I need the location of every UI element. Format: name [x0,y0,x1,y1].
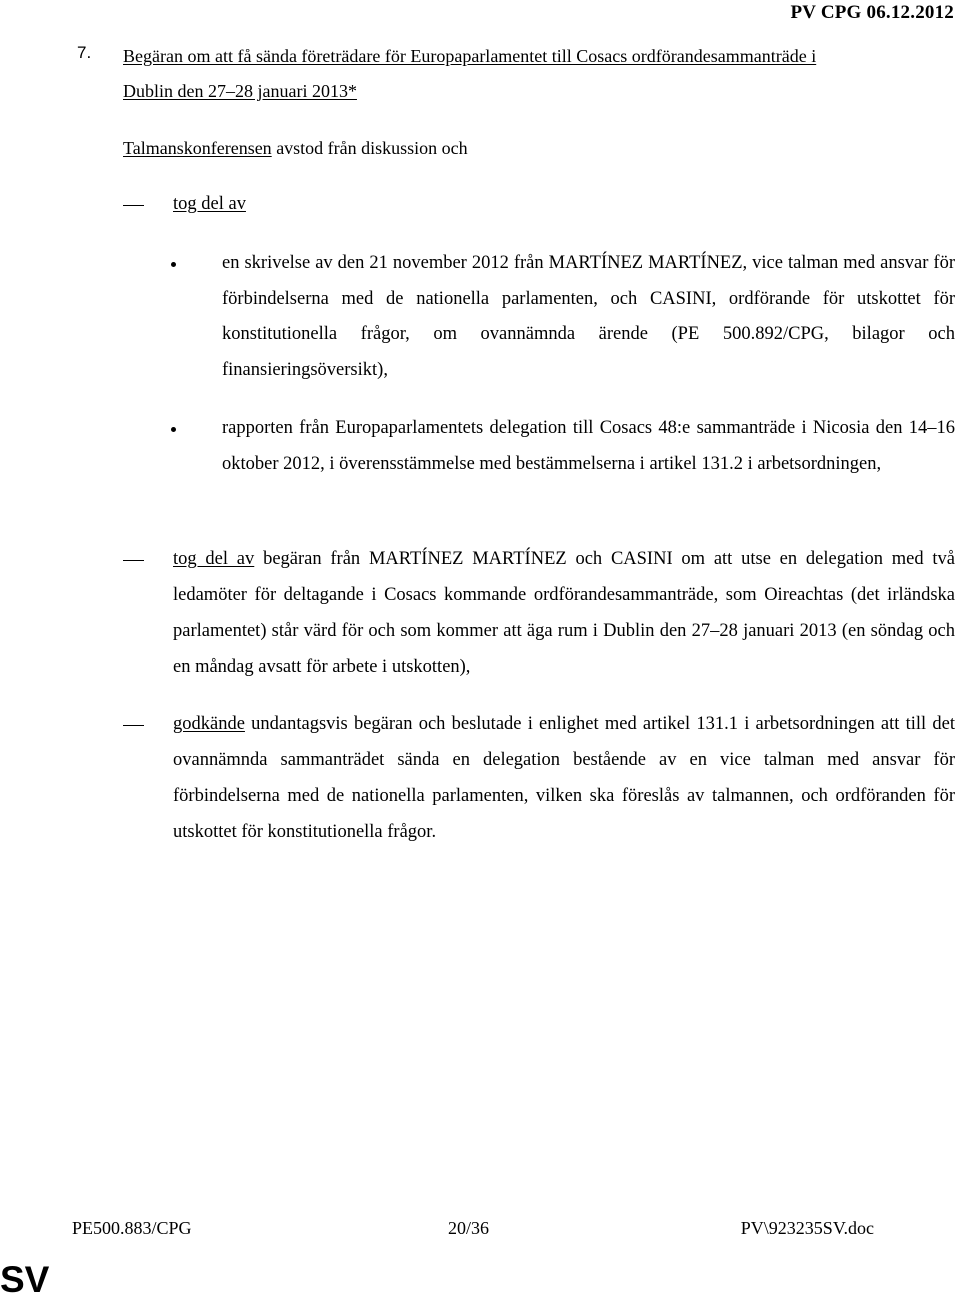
action-2-paragraph [173,541,955,685]
dash-marker [123,205,144,206]
action-1-verb: tog del av [173,194,246,214]
dash-marker [123,560,144,561]
intro-sentence [123,136,468,160]
action-2-text: begäran från MARTÍNEZ MARTÍNEZ och CASINI om att utse en delegation med två ledamöter för deltagande i Cosacs kommande ordförandesammanträde, som Oireachtas (det irländska parlamentet) står värd för och som kommer att äga rum i Dublin den 27–28 januari 2013 (en söndag och en måndag avsatt för arbete i utskotten), [173,549,956,677]
bullet-icon [171,427,176,432]
footer-file-name: PV\923235SV.doc [740,1218,874,1238]
bullet-item-2: rapporten från Europaparlamentets delegation till Cosacs 48:e sammanträde i Nicosia den 14–16 oktober 2012, i överensstämmelse med bestämmelserna i artikel 131.2 i arbetsordningen, [222,418,955,474]
bullet-icon [171,262,176,267]
intro-subject: Talmanskonferensen [123,138,272,158]
footer-document-number: PE500.883/CPG [72,1218,192,1238]
action-2-verb: tog del av [173,549,255,569]
agenda-item-title-line-1: Begäran om att få sända företrädare för Europaparlamentet till Cosacs ordförandesammanträde i [123,46,817,66]
action-3-paragraph [173,706,955,850]
dash-marker [123,725,144,726]
action-1-paragraph [173,186,955,222]
agenda-item-number: 7. [77,43,92,62]
footer-page-number: 20/36 [448,1218,490,1238]
agenda-item-title-line-2: Dublin den 27–28 januari 2013* [123,81,357,101]
bullet-item-1: en skrivelse av den 21 november 2012 från MARTÍNEZ MARTÍNEZ, vice talman med ansvar för förbindelserna med de nationella parlamenten, och CASINI, ordförande för utskottet för konstitutionella frågor, om ovannämnda ärende (PE 500.892/CPG, bilagor och finansieringsöversikt), [222,253,955,380]
document-reference: PV CPG 06.12.2012 [790,2,954,23]
language-code: SV [0,1259,50,1300]
action-3-text: undantagsvis begäran och beslutade i enlighet med artikel 131.1 i arbetsordningen att till det ovannämnda sammanträdet sända en delegation bestående av en vice talman med ansvar för förbindelserna med de nationella parlamenten, vilken ska föreslås av talmannen, och ordföranden för utskottet för konstitutionella frågor. [173,714,955,842]
action-3-verb: godkände [173,714,245,734]
intro-rest: avstod från diskussion och [271,138,468,158]
